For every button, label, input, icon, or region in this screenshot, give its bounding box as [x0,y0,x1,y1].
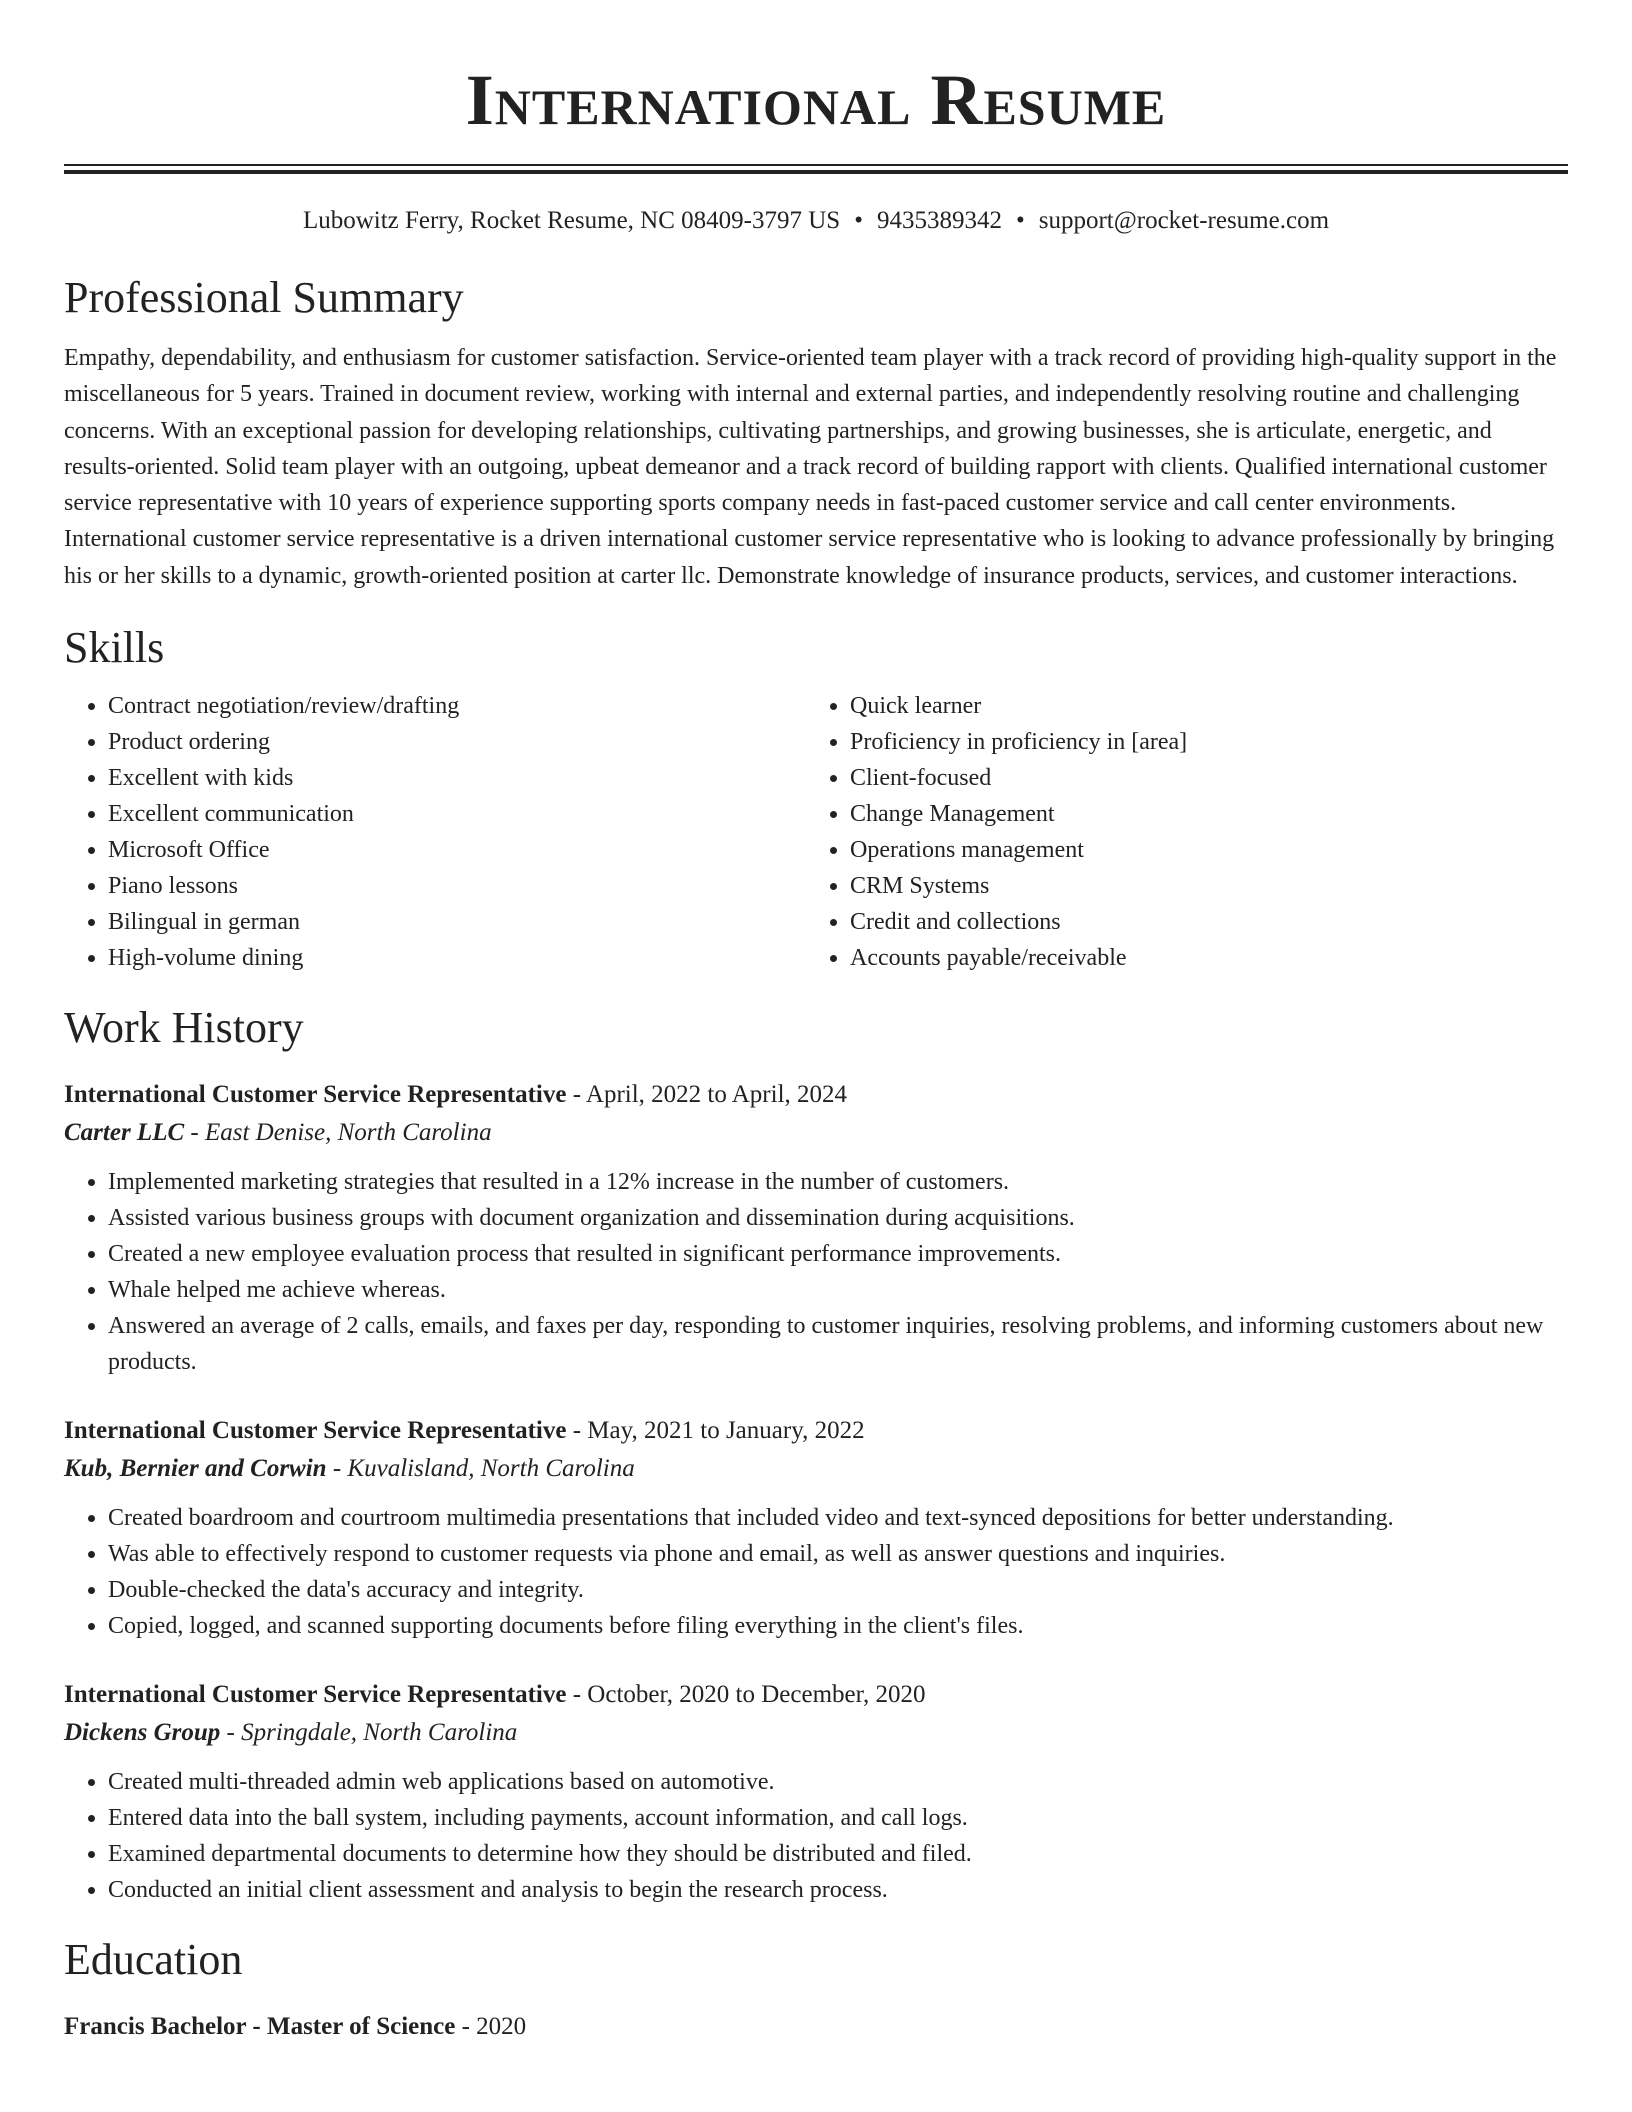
job-title-line [64,1412,1568,1450]
job-bullet: • Whale helped me achieve whereas. [108,1272,1568,1308]
skill-item: • Credit and collections [850,904,1568,940]
skill-item: • Quick learner [850,688,1568,724]
job-entry [64,1076,1568,1380]
skill-item: • Proficiency in proficiency in [area] [850,724,1568,760]
job-title-line [64,1076,1568,1114]
skill-item: • Microsoft Office [108,832,806,868]
job-title: International Customer Service Representative [64,1417,567,1445]
job-bullet: • Double-checked the data's accuracy and integrity. [108,1572,1568,1608]
job-bullet: • Copied, logged, and scanned supporting documents before filing everything in the client's files. [108,1608,1568,1644]
skill-item: • Operations management [850,832,1568,868]
job-bullet: • Created multi-threaded admin web applications based on automotive. [108,1764,1568,1800]
job-bullets [64,1164,1568,1380]
company-location: - Kuvalisland, North Carolina [326,1455,635,1483]
job-dates: - October, 2020 to December, 2020 [566,1681,926,1709]
job-bullet: • Entered data into the ball system, including payments, account information, and call logs. [108,1800,1568,1836]
skill-item: • Product ordering [108,724,806,760]
job-bullet: • Answered an average of 2 calls, emails, and faxes per day, responding to customer inquiries, resolving problems, and informing customers about new products. [108,1308,1568,1380]
skill-item: • Accounts payable/receivable [850,940,1568,976]
job-bullet: • Implemented marketing strategies that resulted in a 12% increase in the number of customers. [108,1164,1568,1200]
job-bullet: • Assisted various business groups with document organization and dissemination during acquisitions. [108,1200,1568,1236]
skill-item: • Excellent with kids [108,760,806,796]
job-title: International Customer Service Representative [64,1081,567,1109]
job-bullets [64,1764,1568,1908]
job-bullets [64,1500,1568,1644]
contact-email: support@rocket-resume.com [1038,207,1330,234]
contact-line [64,204,1568,238]
skill-item: • High-volume dining [108,940,806,976]
work-history-heading: Work History [64,1003,304,1053]
job-bullet: • Was able to effectively respond to customer requests via phone and email, as well as answer questions and inquiries. [108,1536,1568,1572]
skills-left-list [64,688,806,976]
contact-address: Lubowitz Ferry, Rocket Resume, NC 08409-3797 US [302,207,841,234]
education-entry [64,2008,1568,2046]
skills-columns [64,688,1568,976]
company-name: Carter LLC [64,1119,185,1147]
education-heading: Education [64,1935,243,1985]
job-title-line [64,1676,1568,1714]
job-bullet: • Created boardroom and courtroom multimedia presentations that included video and text-synced depositions for better understanding. [108,1500,1568,1536]
job-bullet: • Created a new employee evaluation process that resulted in significant performance improvements. [108,1236,1568,1272]
skill-item: • Client-focused [850,760,1568,796]
summary-text: Empathy, dependability, and enthusiasm for customer satisfaction. Service-oriented team player with a track record of providing high-quality support in the miscellaneous for 5 years. Trained in document review, working with internal and external parties, and independently resolving routine and challenging concerns. With an exceptional passion for developing relationships, cultivating partnerships, and growing businesses, she is articulate, energetic, and results-oriented. Solid team player with an outgoing, upbeat demeanor and a track record of building rapport with clients. Qualified international customer service representative with 10 years of experience supporting sports company needs in fast-paced customer service and call center environments. International customer service representative is a driven international customer service representative who is looking to advance professionally by bringing his or her skills to a dynamic, growth-oriented position at carter llc. Demonstrate knowledge of insurance products, services, and customer interactions. [64,345,1557,589]
skill-item: • Piano lessons [108,868,806,904]
company-line [64,1114,1568,1152]
company-line [64,1714,1568,1752]
job-entry [64,1412,1568,1644]
contact-separator: • [1015,207,1025,234]
company-line [64,1450,1568,1488]
resume-title: International Resume [465,60,1167,140]
title-divider [64,164,1568,174]
skill-item: • Bilingual in german [108,904,806,940]
contact-separator: • [854,207,863,234]
education-degree: Francis Bachelor - Master of Science [64,2013,456,2041]
summary-heading: Professional Summary [64,273,464,322]
company-location: - Springdale, North Carolina [220,1719,518,1747]
job-bullet: • Examined departmental documents to determine how they should be distributed and filed. [108,1836,1568,1872]
job-dates: - May, 2021 to January, 2022 [566,1417,865,1445]
skills-heading: Skills [64,623,165,673]
education-year: - 2020 [455,2013,527,2041]
job-entry [64,1676,1568,1908]
skill-item: • Change Management [850,796,1568,832]
skill-item: • Excellent communication [108,796,806,832]
company-name: Kub, Bernier and Corwin [64,1455,327,1483]
resume-page [64,0,1568,2046]
company-location: - East Denise, North Carolina [184,1119,492,1147]
job-dates: - April, 2022 to April, 2024 [566,1081,848,1109]
company-name: Dickens Group [64,1719,221,1747]
skills-right-list [806,688,1568,976]
job-title: International Customer Service Representative [64,1681,567,1709]
contact-phone: 9435389342 [876,207,1002,234]
skill-item: • Contract negotiation/review/drafting [108,688,806,724]
skill-item: • CRM Systems [850,868,1568,904]
job-bullet: • Conducted an initial client assessment and analysis to begin the research process. [108,1872,1568,1908]
